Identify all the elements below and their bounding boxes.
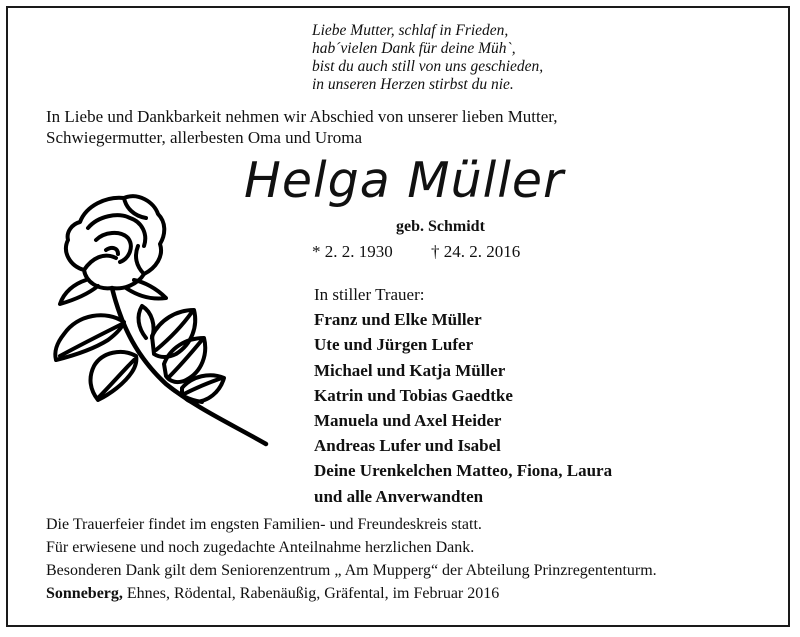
footer-line: Besonderen Dank gilt dem Seniorenzentrum „ Am Mupperg“ der Abteilung Prinzregententurm. (46, 562, 657, 579)
death-date: † 24. 2. 2016 (431, 242, 521, 261)
place-bold: Sonneberg, (46, 585, 123, 602)
poem-line: in unseren Herzen stirbst du nie. (312, 76, 514, 93)
poem-line: Liebe Mutter, schlaf in Frieden, (312, 22, 509, 39)
footer-line: Für erwiesene und noch zugedachte Anteilnahme herzlichen Dank. (46, 539, 475, 556)
mourners-heading: In stiller Trauer: (314, 285, 425, 304)
mourner-name: Manuela und Axel Heider (314, 411, 502, 431)
birth-date: * 2. 2. 1930 (312, 242, 393, 261)
poem (312, 22, 543, 94)
place-rest: Ehnes, Rödental, Rabenäußig, Gräfental, im Februar 2016 (122, 585, 500, 602)
deceased-name: Helga Müller (244, 152, 565, 209)
mourners-list (314, 282, 612, 509)
mourner-name: Katrin und Tobias Gaedtke (314, 385, 513, 405)
mourner-name: Deine Urenkelchen Matteo, Fiona, Laura (314, 461, 613, 481)
mourner-name: Ute und Jürgen Lufer (314, 335, 474, 355)
rose-drawing-icon (26, 188, 274, 450)
poem-line: hab´vielen Dank für deine Müh`, (312, 40, 516, 57)
mourner-name: und alle Anverwandten (314, 486, 484, 506)
mourner-name: Michael und Katja Müller (314, 360, 506, 380)
intro-line: Schwiegermutter, allerbesten Oma und Uroma (46, 128, 363, 147)
footer-text (46, 513, 657, 605)
intro-text (46, 106, 558, 148)
intro-line: In Liebe und Dankbarkeit nehmen wir Abschied von unserer lieben Mutter, (46, 107, 558, 126)
poem-line: bist du auch still von uns geschieden, (312, 58, 544, 75)
mourner-name: Franz und Elke Müller (314, 310, 482, 330)
mourner-name: Andreas Lufer und Isabel (314, 436, 501, 456)
footer-line: Die Trauerfeier findet im engsten Familien- und Freundeskreis statt. (46, 516, 482, 533)
life-dates (312, 242, 520, 262)
place-date-line (46, 582, 657, 605)
birth-name: geb. Schmidt (396, 218, 485, 235)
